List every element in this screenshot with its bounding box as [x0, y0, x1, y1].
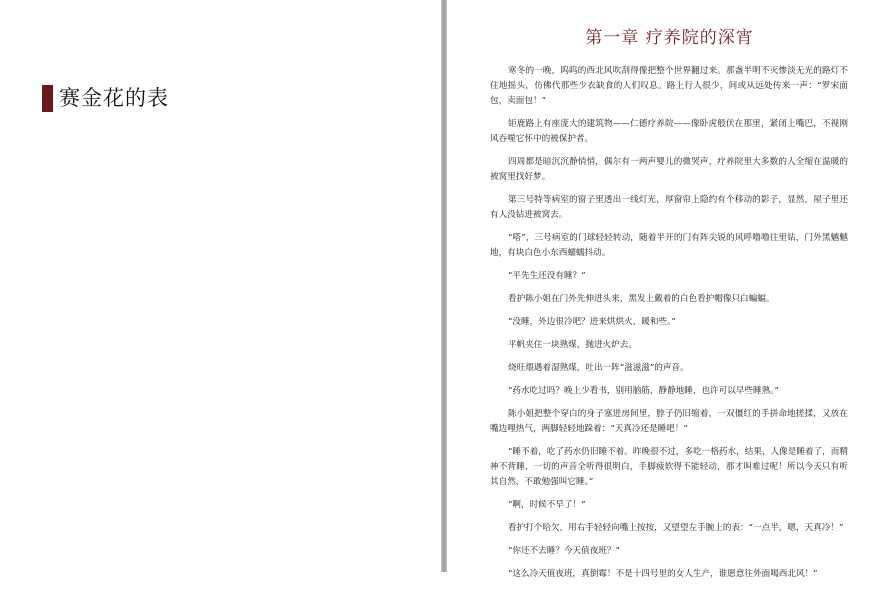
- paragraph: “你还不去睡？今天值夜班？”: [508, 546, 620, 556]
- paragraph: 平帆夹住一块熟煤，抛进火炉去。: [508, 340, 637, 350]
- paragraph: “平先生还没有睡？”: [508, 271, 586, 281]
- paragraph: “嗒”，三号病室的门球轻轻转动，随着半开的门有阵尖锐的风呼噜噜往里钻，门外黑魆魆地，有块白色小东西蠕蠕抖动。: [490, 233, 848, 258]
- chapter-title: 第一章 疗养院的深宵: [585, 28, 754, 48]
- paragraph: “睡不着，吃了药水仍旧睡不着。昨晚很不过，多吃一格药水，结果，人像是睡着了，而精神不背睡，一切的声音全听得很明白，手脚疲软得不能轻动，那才叫难过呢！所以今天只有听其自然，不敢勉强叫它睡。”: [490, 447, 848, 487]
- left-page: [0, 0, 441, 572]
- book-title-text: 赛金花的表: [59, 86, 169, 110]
- book-title: [42, 84, 169, 112]
- paragraph: 看护陈小姐在门外先伸进头来，黑发上戴着的白色看护帽像只白蝙蝠。: [508, 294, 775, 304]
- chapter-body: [490, 64, 848, 590]
- paragraph: 寒冬的一晚，呜呜的西北风吹刮得像把整个世界翻过来。那盏半明不灭惨淡无光的路灯不住地摇头，仿佛代那些少衣缺食的人们叹息。路上行人很少，间或从远处传来一声：“罗宋面包，卖面包！”: [490, 66, 848, 106]
- paragraph: “没睡，外边很冷吧？进来烘烘火，暖和些。”: [508, 317, 676, 327]
- paragraph: “这么冷天值夜班，真倒霉！不是十四号里的女人生产，谁愿意往外面喝西北风！”: [508, 569, 818, 579]
- paragraph: 四周都是暗沉沉静悄悄，偶尔有一两声婴儿的微哭声，疗养院里大多数的人全缩在温暖的被窝里找好梦。: [490, 157, 848, 182]
- right-page: [447, 0, 892, 579]
- paragraph: 陈小姐把整个穿白的身子塞进房间里，脖子仍旧缩着，一双僵红的手拼命地搓揉，又放在嘴边哩热气，两脚轻轻地跺着：“天真冷还是睡吧！”: [490, 409, 848, 434]
- paragraph: 钜鹿路上有座庞大的建筑物——仁德疗养院——像卧虎般伏在那里，紧闭上嘴巴，不视刚风吞噬它怀中的被保护者。: [490, 119, 848, 144]
- paragraph: 烧旺煨遇着湿熟煤，吐出一阵“滋滋滋”的声音。: [508, 363, 689, 373]
- title-marker-bar: [42, 85, 53, 112]
- paragraph: 第三号特等病室的窗子里透出一线灯光，厚窗帘上隐约有个移动的影子，显然，屋子里还有人没钻进被窝去。: [490, 195, 848, 220]
- paragraph: “药水吃过吗？晚上少看书，别用脑筋，静静地睡，也许可以早些睡熟。”: [508, 386, 779, 396]
- paragraph: 看护打个哈欠，用右手轻轻向嘴上按按，又望望左手腕上的表：“一点半，嗯，天真冷！”: [508, 523, 844, 533]
- paragraph: “啊，时候不早了！”: [508, 500, 586, 510]
